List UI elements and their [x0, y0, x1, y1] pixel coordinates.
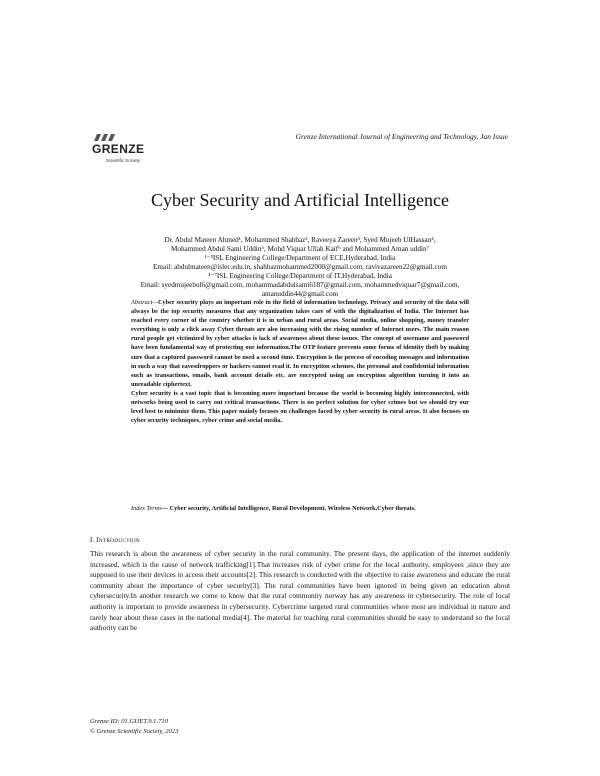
logo-wordmark: GRENZE — [92, 142, 145, 156]
email-line-1: Email: abdulmateen@islec.edu.in, shahbazmohammed2000@gmail.com, raviyazareen22@gmail.com — [153, 263, 447, 271]
abstract-paragraph-1 — [131, 298, 469, 389]
page-footer — [90, 717, 178, 736]
section-initial: I — [96, 537, 99, 544]
affiliation-1: ¹⁻³ISL Engineering College/Department of ECE,Hyderabad, India — [204, 254, 396, 262]
journal-header: Grenze International Journal of Engineering and Technology, Jan Issue — [295, 132, 508, 141]
logo-tagline: Scientific Society — [106, 158, 141, 163]
affiliation-2: ⁴⁻⁷ISL Engineering College/Department of IT,Hyderabad, India — [208, 272, 392, 280]
email-line-2: Email: syedmujeebul6@gmail.com, mohammadabdulsami6187@gmail.com, mohammedviquar7@gmail.com, — [140, 281, 460, 289]
section-title-rest: NTRODUCTION — [98, 538, 140, 544]
introduction-body: This research is about the awareness of cyber security in the rural community. The present days, the application of the internet suddenly increased, which is the cause of network trafficking[1].That increases risk of cyber crime for the local authority, employees ,since they are supposed to use their devices to access their accounts[2]. This research is conducted with the objective to raise awareness and educate the rural community about the importance of cyber security[3]. The rural communities have been ignored in being given an education about cybersecurity.In another research we come to know that the rural community norway has any awareness in cybersecurity. The role of local authority is important to provide awareness in cybersecurity. Cybercrime targeted rural communities where most are individual in nature and rarely hear about these cases in the national media[4]. The material for teaching rural communities should be easy to understand so the local authority can be — [90, 549, 510, 633]
copyright: © Grenze Scientific Society, 2023 — [90, 727, 179, 735]
abstract-text-1: Cyber security plays an important role in the field of information technology. Privacy and security of the data will always be the top security measures that any organization takes care of with the digitalization of India. The Internet has reached every corner of the country whether it is in urban and rural areas. Social media, online shopping, money transfer everything is only a click away Cyber threats are also increasing with the rising number of Internet users. The main reason rural people get victimized by cyber attacks is lack of awareness about these issues. The concept of username and password have been fundamental way of protecting our information.The OTP feature prevents some forms of identity theft by making sure that a captured password cannot be used a second time. Encryption is the process of encoding messages and information in such a way that eavesdroppers or hackers cannot read it. In encryption schemes, the personal and confidential information such as transactions, emails, bank account details etc. are encrypted using an encryption algorithm turning it into an unreadable ciphertext. — [131, 299, 469, 388]
authors-line-2: Mohammed Abdul Sami Uddin⁵, Mohd Viquar Ullah Kaif⁶ and Mohammed Aman uddin⁷ — [170, 245, 430, 253]
authors-line-1: Dr. Abdul Mateen Ahmed¹, Mohammed Shahbaz², Raveeya Zareen³, Syed Mujeeb UlHassan⁴, — [164, 236, 436, 244]
paper-title: Cyber Security and Artificial Intelligence — [151, 190, 449, 210]
index-terms-lead: Index Terms — [131, 505, 162, 512]
abstract-text-2: Cyber security is a vast topic that is becoming more important because the world is becoming highly interconnected, with networks being used to carry out critical transactions. There is no perfect solution for cyber crimes but we should try our level best to minimize them. This paper mainly focuses on challenges faced by cyber security in rural areas. It also focuses on cyber security techniques, cyber crime and social media. — [131, 389, 469, 425]
abstract-paragraph-2 — [131, 389, 469, 425]
abstract-lead: Abstract— — [131, 299, 158, 306]
abstract — [131, 298, 469, 425]
section-heading — [90, 537, 140, 544]
section-number: I. — [90, 537, 97, 544]
index-terms-dash: — — [161, 505, 170, 512]
index-terms-text: Cyber security, Artificial Intelligence, Rural Development, Wireless Network,Cyber threats. — [169, 505, 416, 512]
email-line-3: amanuddin44@gmail.com — [261, 290, 339, 298]
grenze-id: Grenze ID: 01.GIJET.9.1.710 — [90, 718, 169, 725]
index-terms — [131, 504, 469, 513]
grenze-logo — [92, 131, 154, 167]
